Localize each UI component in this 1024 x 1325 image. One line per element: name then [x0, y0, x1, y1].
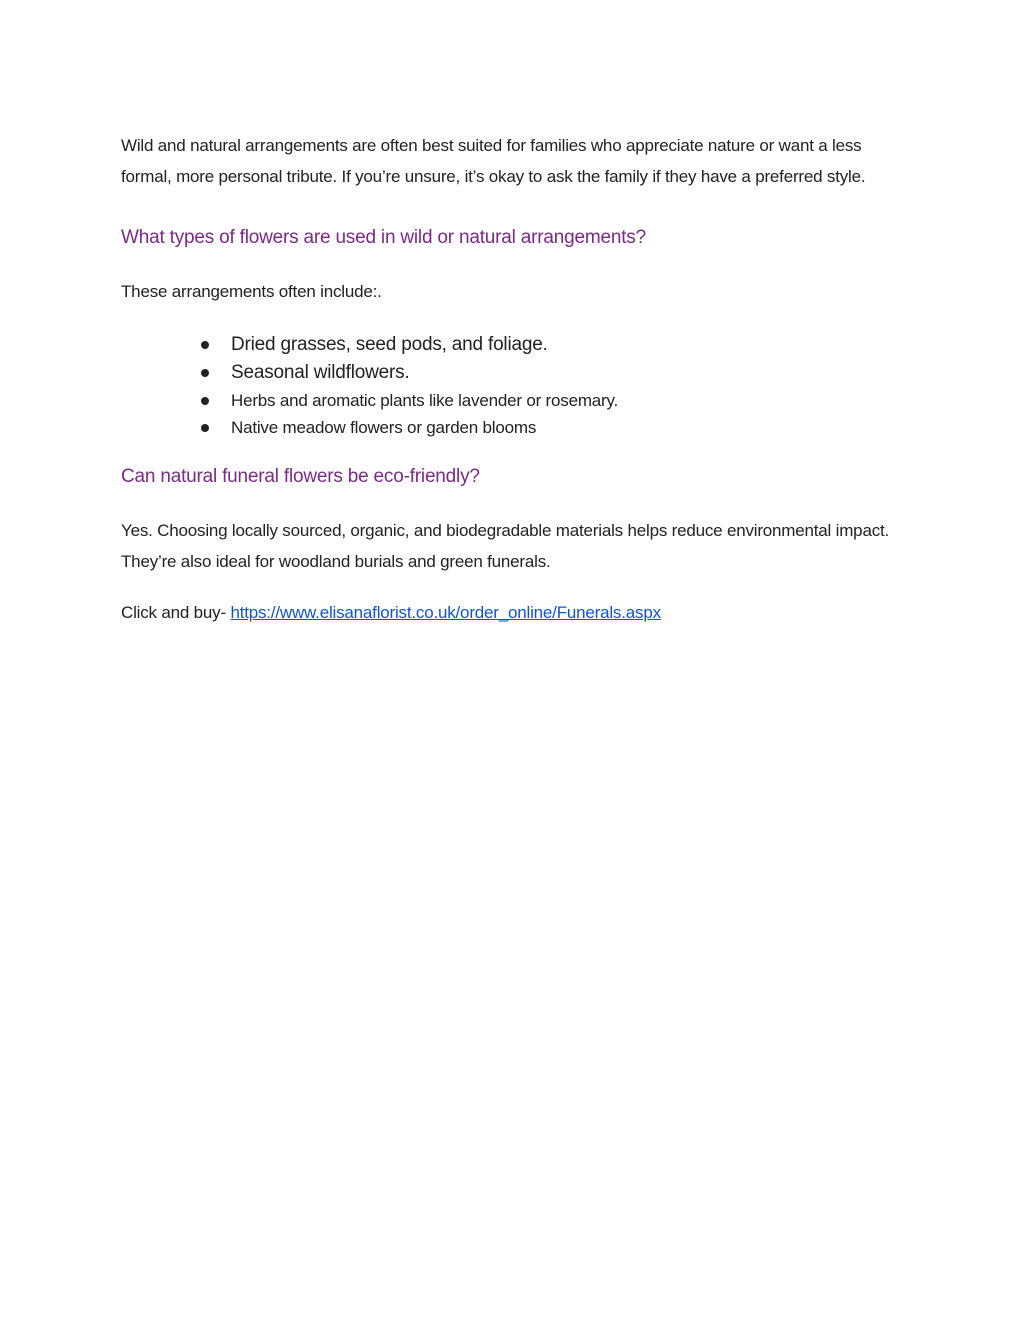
eco-paragraph: Yes. Choosing locally sourced, organic, and biodegradable materials helps reduce environmental impact. They’re also ideal for woodland burials and green funerals.	[121, 521, 890, 571]
bullet-icon	[201, 341, 209, 349]
bullet-icon	[201, 369, 209, 377]
list-item	[121, 387, 901, 414]
arrangements-intro: These arrangements often include:.	[121, 282, 382, 301]
heading-eco-friendly: Can natural funeral flowers be eco-friendly?	[121, 466, 480, 487]
list-item	[121, 359, 901, 387]
intro-paragraph: Wild and natural arrangements are often best suited for families who appreciate nature or want a less formal, more personal tribute. If you’re unsure, it’s okay to ask the family if they have a preferred style.	[121, 136, 866, 186]
list-item-text: Seasonal wildflowers.	[231, 362, 410, 383]
cta-label: Click and buy-	[121, 603, 226, 622]
list-item-text: Herbs and aromatic plants like lavender or rosemary.	[231, 391, 619, 410]
bullet-icon	[201, 424, 209, 432]
flower-list	[121, 331, 901, 441]
bullet-icon	[201, 397, 209, 405]
call-to-action	[121, 597, 901, 628]
order-online-link[interactable]: https://www.elisanaflorist.co.uk/order_online/Funerals.aspx	[230, 603, 661, 622]
list-item	[121, 414, 901, 441]
list-item-text: Native meadow flowers or garden blooms	[231, 418, 537, 437]
document-content	[121, 130, 901, 628]
list-item-text: Dried grasses, seed pods, and foliage.	[231, 334, 548, 355]
list-item	[121, 331, 901, 359]
heading-flower-types: What types of flowers are used in wild or natural arrangements?	[121, 227, 646, 248]
